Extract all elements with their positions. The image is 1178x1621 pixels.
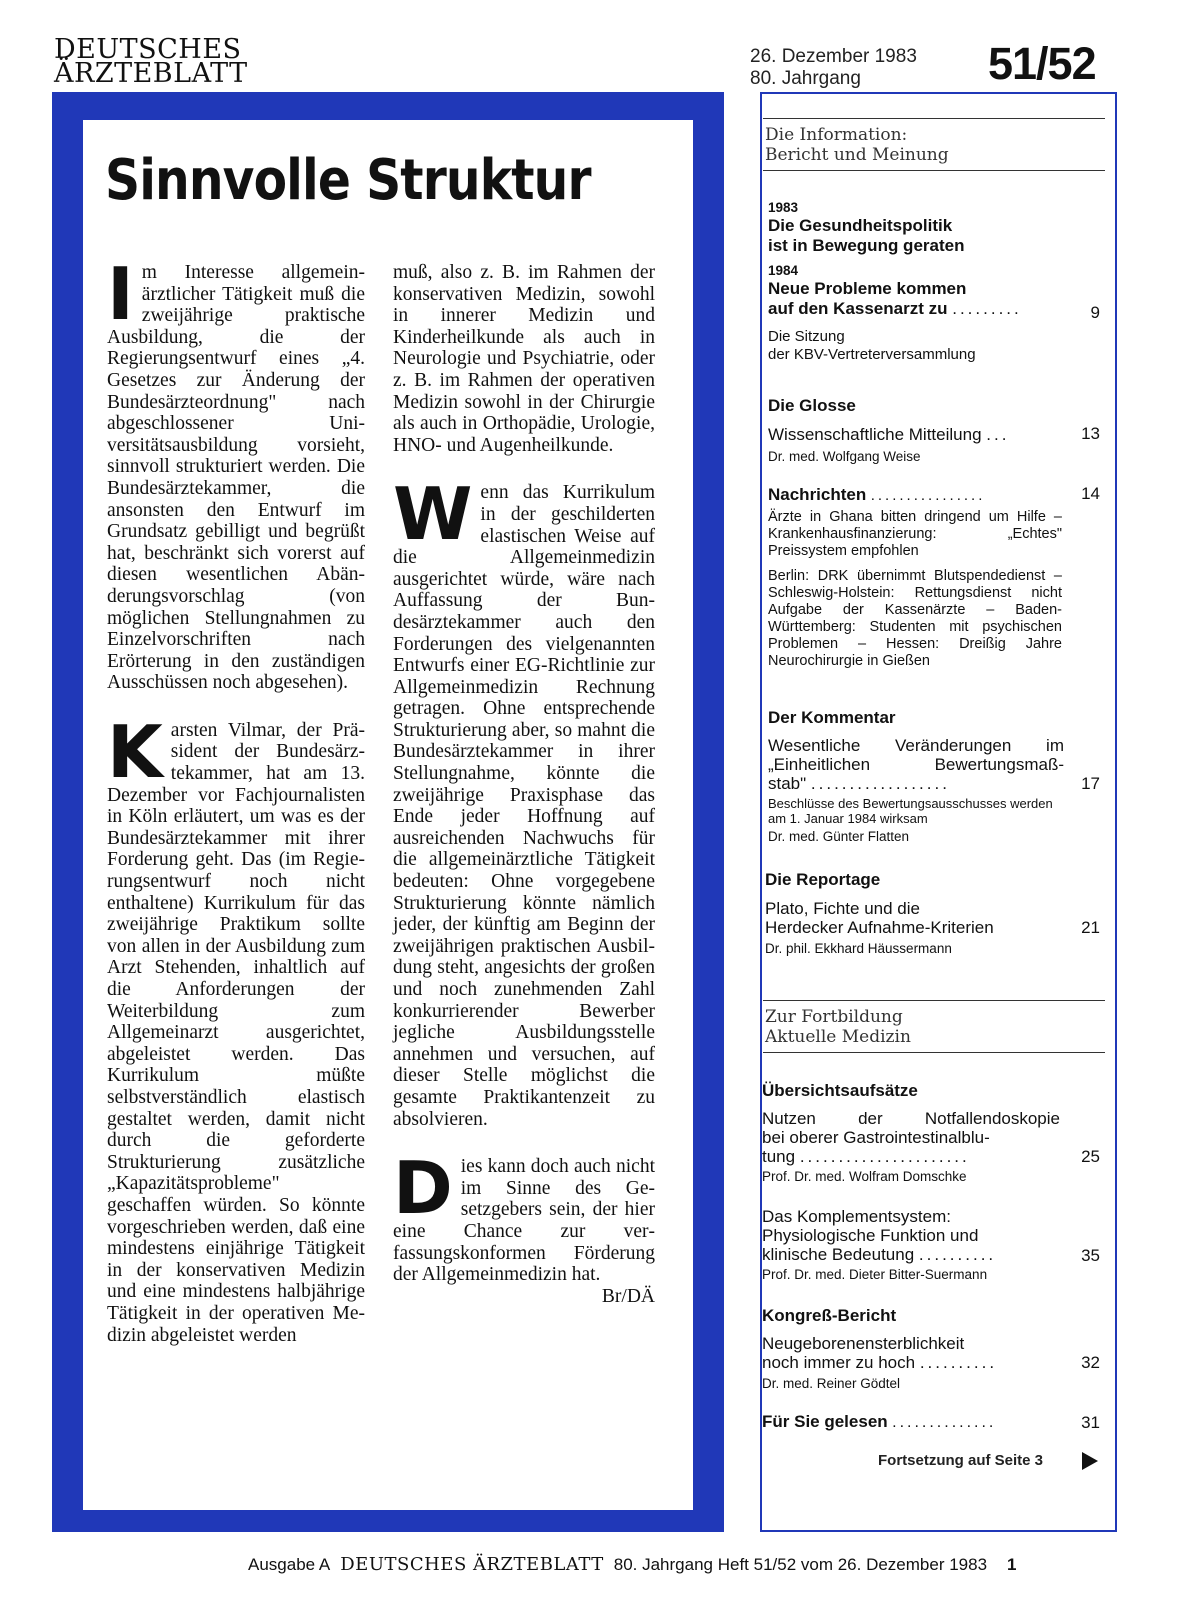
news-summary-1: Ärzte in Ghana bitten dringend um Hilfe – Krankenhausfinanzierung: „Echtes" Preissystem empfohlen xyxy=(768,509,1062,559)
article-paragraph xyxy=(107,709,365,1346)
toc-entry-fuer-sie-gelesen[interactable] xyxy=(762,1412,1062,1432)
entry-author: Dr. med. Wolfgang Weise xyxy=(768,449,921,464)
entry-title: Neugeborenensterblichkeit xyxy=(762,1334,965,1353)
entry-subtitle: Die Sitzung xyxy=(768,328,845,345)
category-label: Für Sie gelesen xyxy=(762,1412,888,1431)
footer-issue-info: 80. Jahrgang Heft 51/52 vom 26. Dezember 1983 xyxy=(613,1555,988,1574)
toc-entry-kommentar[interactable] xyxy=(768,736,1064,845)
divider xyxy=(763,118,1105,119)
entry-title: Physiologische Funktion und xyxy=(762,1226,979,1245)
category-kongress-bericht: Kongreß-Bericht xyxy=(762,1306,897,1325)
paragraph-text: arsten Vilmar, der Präsident der Bundesärztekammer, hat am 13. Dezember vor Fachjournalisten in Köln erläutert, um was es der Bundesärztekammer mit ihrer Forderung geht. Das (im Regierungsentwurf noch nicht enthaltene) Kurrikulum für das zweijährige Praktikum sollte von allen in der Ausbildung zum Arzt Stehenden, inhaltlich auf die Anforderungen der Weiterbildung zum Allgemeinarzt ausgerichtet, abgeleistet werden. Das Kurrikulum müßte selbstverständlich elastisch gestaltet werden, damit nicht durch die geforderte Strukturierung zusätzliche „Kapazitätsprobleme" geschaffen würden. So könnte vorgeschrieben werden, daß eine mindestens einjährige Tätigkeit in der konservativen Medizin und eine mindestens halbjährige Tätigkeit in der operativen Medizin abgeleistet werden xyxy=(107,719,365,1346)
toc-entry-1983[interactable] xyxy=(768,200,1058,256)
masthead-line-2: ÄRZTEBLATT xyxy=(54,58,248,89)
dot-leader: .......... xyxy=(918,1245,997,1264)
category-glosse: Die Glosse xyxy=(768,396,856,415)
entry-title: tung xyxy=(762,1147,796,1166)
entry-subtitle: der KBV-Vertreterversammlung xyxy=(768,346,976,363)
page-number: 21 xyxy=(1081,918,1100,937)
drop-cap: D xyxy=(393,1146,453,1231)
section-header-line: Bericht und Meinung xyxy=(765,145,949,165)
drop-cap: I xyxy=(107,252,134,336)
page-number: 31 xyxy=(1081,1413,1100,1432)
entry-author: Prof. Dr. med. Dieter Bitter-Suermann xyxy=(762,1267,988,1282)
toc-entry-komplementsystem[interactable] xyxy=(762,1207,1060,1283)
arrow-right-icon xyxy=(1082,1452,1098,1470)
entry-title: Herdecker Aufnahme-Kriterien xyxy=(765,918,994,937)
masthead-line-1: DEUTSCHES xyxy=(54,34,242,65)
toc-entry-glosse[interactable] xyxy=(768,425,1068,465)
section-header-line: Die Information: xyxy=(765,125,908,145)
drop-cap: K xyxy=(107,709,163,794)
page-number: 35 xyxy=(1081,1246,1100,1265)
entry-author: Dr. med. Reiner Gödtel xyxy=(762,1376,901,1391)
entry-title: auf den Kassenarzt zu xyxy=(768,299,948,318)
page-number: 17 xyxy=(1081,774,1100,793)
section-header-information xyxy=(765,125,949,165)
dot-leader: .......... xyxy=(919,1353,998,1372)
entry-year: 1983 xyxy=(768,200,799,215)
article-paragraph xyxy=(107,252,365,694)
page-number: 13 xyxy=(1081,424,1100,443)
page-number: 32 xyxy=(1081,1353,1100,1372)
toc-entry-notfallendoskopie[interactable] xyxy=(762,1109,1060,1185)
entry-year: 1984 xyxy=(768,263,799,278)
divider xyxy=(763,1052,1105,1053)
article-paragraph xyxy=(393,472,655,1130)
entry-author: Dr. phil. Ekkhard Häussermann xyxy=(765,941,952,956)
entry-title: stab" xyxy=(768,774,807,793)
entry-title: „Einheitlichen Bewertungsmaß- xyxy=(768,755,1064,774)
news-summary-2: Berlin: DRK übernimmt Blutspendedienst – Schleswig-Holstein: Rettungsdienst nicht Aufgabe der Kassenärzte – Baden-Württemberg: Studenten mit psychischen Problemen – Hessen: Dreißig Jahre Neurochirurgie in Gießen xyxy=(768,568,1062,669)
toc-entry-kongress[interactable] xyxy=(762,1334,1060,1392)
entry-title: Die Gesundheitspolitik xyxy=(768,216,953,235)
article-paragraph xyxy=(393,262,655,456)
entry-author: Prof. Dr. med. Wolfram Domschke xyxy=(762,1169,967,1184)
author-signature: Br/DÄ xyxy=(601,1285,655,1307)
issue-info xyxy=(750,46,917,90)
page-number: 25 xyxy=(1081,1147,1100,1166)
category-label: Nachrichten xyxy=(768,485,867,504)
continued-link[interactable]: Fortsetzung auf Seite 3 xyxy=(878,1452,1044,1469)
page-number: 14 xyxy=(1081,484,1100,503)
footer-edition: Ausgabe A xyxy=(248,1555,331,1574)
entry-title: noch immer zu hoch xyxy=(762,1353,916,1372)
issue-number: 51/52 xyxy=(988,38,1096,89)
section-header-fortbildung xyxy=(765,1007,911,1047)
entry-title: Wesentliche Veränderungen im xyxy=(768,736,1064,755)
footer-page-number: 1 xyxy=(1007,1555,1017,1574)
issue-date: 26. Dezember 1983 xyxy=(750,46,917,67)
dot-leader: ................ xyxy=(870,487,986,504)
dot-leader: ... xyxy=(986,425,1010,444)
paragraph-text: m Interesse allgemeinärztlicher Tätigkeit muß die zweijährige praktische Ausbildung, die der Regierungsentwurf eines „4. Gesetzes zur Änderung der Bundesärzteordnung" nach abgeschlossener Universitätsausbildung vorsieht, sinnvoll strukturiert werden. Die Bundesärztekammer, die ansonsten den Entwurf im Grundsatz gebilligt und begrüßt hat, beschränkt sich vorerst auf diesen wesentlichen Abänderungsvorschlag (von möglichen Stellungnahmen zu Einzelvorschriften nach Erörterung in den zuständigen Ausschüssen noch abgesehen). xyxy=(107,262,365,694)
entry-subtitle: Beschlüsse des Bewertungsausschusses werden am 1. Januar 1984 wirksam xyxy=(768,796,1053,826)
entry-author: Dr. med. Günter Flatten xyxy=(768,829,910,844)
page-footer xyxy=(248,1554,1017,1575)
page-number: 9 xyxy=(1090,303,1100,322)
toc-entry-reportage[interactable] xyxy=(765,899,1065,957)
entry-title: Das Komplementsystem: xyxy=(762,1207,951,1226)
dot-leader: .............. xyxy=(892,1414,997,1431)
section-header-line: Zur Fortbildung xyxy=(765,1007,903,1027)
entry-title: bei oberer Gastrointestinalblu- xyxy=(762,1128,990,1147)
entry-title: klinische Bedeutung xyxy=(762,1245,915,1264)
toc-entry-1984[interactable] xyxy=(768,263,1068,364)
drop-cap: W xyxy=(393,472,473,557)
divider xyxy=(763,1000,1105,1001)
entry-title: Wissenschaftliche Mitteilung xyxy=(768,425,982,444)
entry-title: Neue Probleme kommen xyxy=(768,279,967,298)
issue-volume: 80. Jahrgang xyxy=(750,68,861,89)
category-nachrichten[interactable] xyxy=(768,485,1068,505)
paragraph-text: ies kann doch auch nicht im Sinne des Gesetzgebers sein, der hier eine Chance zur verfassungskonformen Förderung der Allgemeinmedizin hat. xyxy=(393,1156,655,1286)
entry-title: Nutzen der Notfallendoskopie xyxy=(762,1109,1060,1128)
article-title: Sinnvolle Struktur xyxy=(105,148,591,213)
category-kommentar: Der Kommentar xyxy=(768,708,896,727)
category-reportage: Die Reportage xyxy=(765,870,881,889)
paragraph-text: enn das Kurrikulum in der geschilderten elastischen Weise auf die Allgemeinmedizin ausgerichtet würde, wäre nach Auffassung der Bundesärztekammer auch den Forderungen des vielgenannten Entwurfs einer EG-Richtlinie zur Allgemeinmedizin Rechnung getragen. Ohne entsprechende Strukturierung aber, so mahnt die Bundesärztekammer in ihrer Stellungnahme, könnte die zweijährige Praxisphase das Ende jeder Hoffnung auf ausreichenden Nachwuchs für die allgemeinärztliche Tätigkeit bedeuten: Ohne vorgegebene Strukturierung könnte nämlich jeder, der künftig am Beginn der zweijährigen praktischen Ausbildung steht, angesichts der großen und noch zunehmenden Zahl konkurrierender Bewerber jegliche Ausbildungsstelle annehmen und versuchen, auf dieser Stelle möglichst die gesamte Praktikantenzeit zu absolvieren. xyxy=(393,482,655,1130)
article-column-2 xyxy=(393,262,655,1307)
dot-leader: .................. xyxy=(810,774,950,793)
footer-journal-name: DEUTSCHES ÄRZTEBLATT xyxy=(340,1554,604,1575)
article-column-1 xyxy=(107,252,365,1372)
dot-leader: ......... xyxy=(952,299,1022,318)
masthead-logo xyxy=(54,34,248,89)
entry-title: Plato, Fichte und die xyxy=(765,899,920,918)
article-paragraph xyxy=(393,1146,655,1307)
paragraph-text: muß, also z. B. im Rahmen der konservativen Medizin, sowohl in innerer Medizin und Kinderheilkunde als auch in Neurologie und Psychiatrie, oder z. B. im Rahmen der operativen Medizin sowohl in der Chirurgie als auch in Orthopädie, Urologie, HNO- und Augenheilkunde. xyxy=(393,262,655,456)
divider xyxy=(763,170,1105,171)
dot-leader: ...................... xyxy=(799,1147,970,1166)
entry-title: ist in Bewegung geraten xyxy=(768,236,965,255)
category-uebersichtsaufsaetze: Übersichtsaufsätze xyxy=(762,1081,918,1100)
section-header-line: Aktuelle Medizin xyxy=(765,1027,911,1047)
